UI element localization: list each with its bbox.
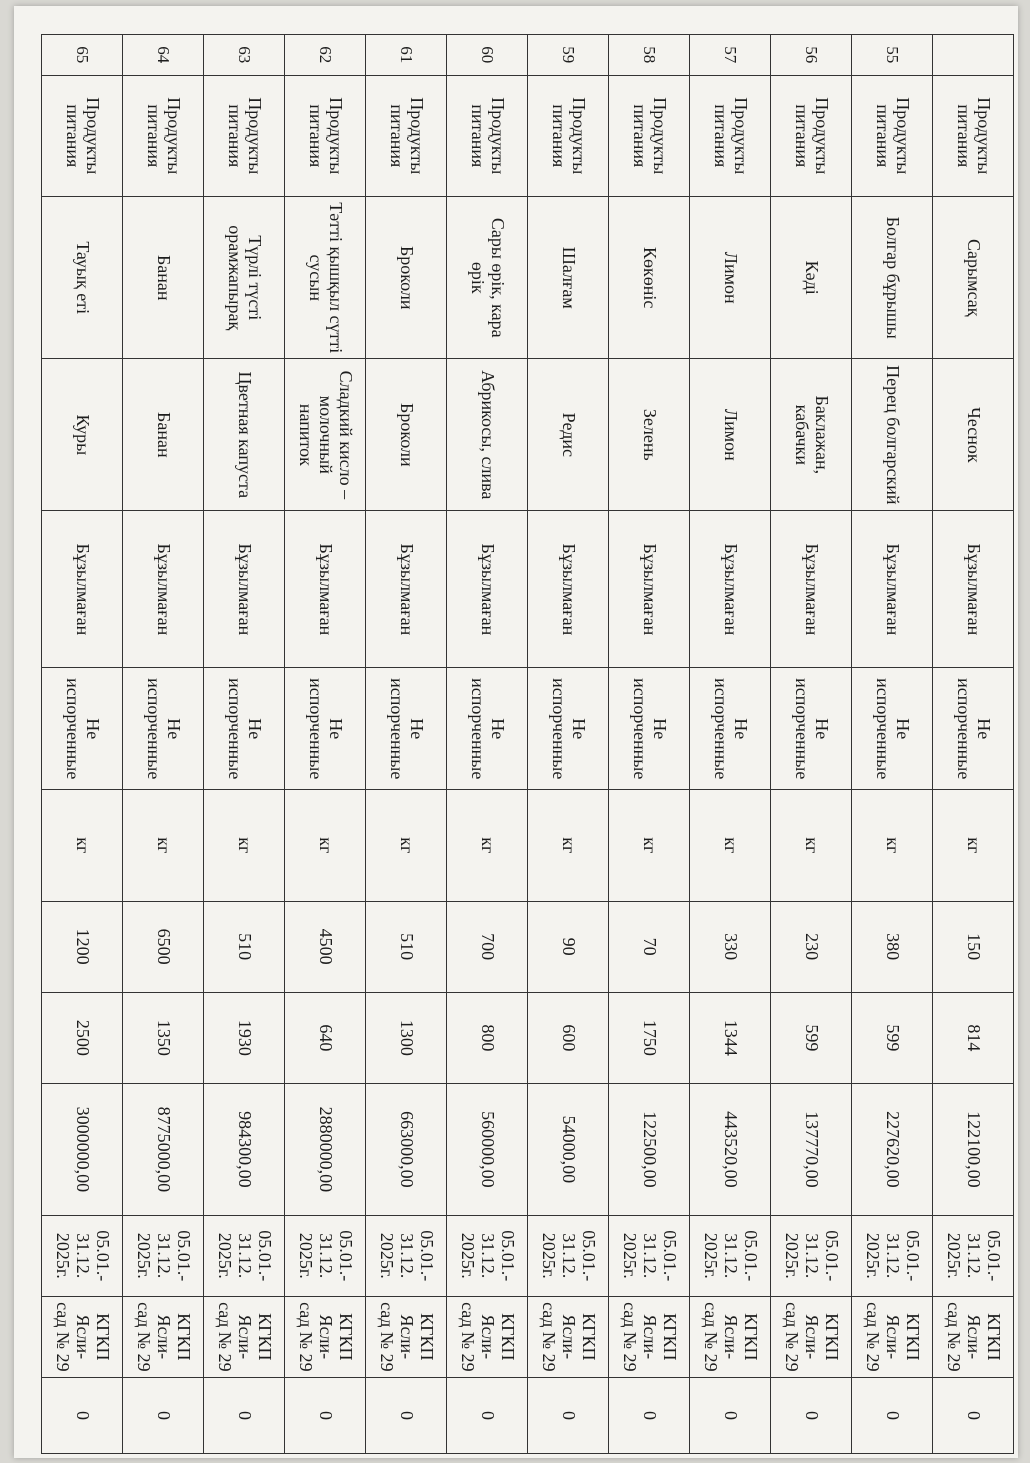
price-cell: 1930 [204, 992, 285, 1083]
unit-cell: кг [123, 790, 204, 901]
sum-cell: 2880000,00 [285, 1083, 366, 1215]
row-number: 57 [690, 35, 771, 76]
category-cell: Продукты питания [123, 75, 204, 197]
place-cell: КГКП Ясли- сад № 29 [528, 1296, 609, 1377]
name-kazakh-cell: Болгар бұрышы [852, 197, 933, 359]
table-row [285, 35, 366, 1454]
table-row [852, 35, 933, 1454]
sum-cell: 8775000,00 [123, 1083, 204, 1215]
price-cell: 1750 [609, 992, 690, 1083]
quantity-cell: 510 [366, 901, 447, 992]
price-cell: 640 [285, 992, 366, 1083]
period-cell: 05.01.- 31.12. 2025г. [447, 1215, 528, 1296]
extra-cell: 0 [42, 1377, 123, 1453]
name-kazakh-cell: Броколи [366, 197, 447, 359]
price-cell: 1350 [123, 992, 204, 1083]
category-cell: Продукты питания [285, 75, 366, 197]
quality-kazakh-cell: Бұзылмаған [528, 511, 609, 668]
category-cell: Продукты питания [366, 75, 447, 197]
quality-russian-cell: Не испорченные [204, 668, 285, 790]
price-cell: 2500 [42, 992, 123, 1083]
quality-russian-cell: Не испорченные [447, 668, 528, 790]
period-cell: 05.01.- 31.12. 2025г. [852, 1215, 933, 1296]
name-russian-cell: Сладкий кисло – молочный напиток [285, 359, 366, 511]
quantity-cell: 1200 [42, 901, 123, 992]
place-cell: КГКП Ясли- сад № 29 [690, 1296, 771, 1377]
place-cell: КГКП Ясли- сад № 29 [771, 1296, 852, 1377]
table-row [42, 35, 123, 1454]
name-russian-cell: Редис [528, 359, 609, 511]
price-cell: 600 [528, 992, 609, 1083]
extra-cell: 0 [204, 1377, 285, 1453]
name-kazakh-cell: Түрлі түсті орамжапырақ [204, 197, 285, 359]
sum-cell: 3000000,00 [42, 1083, 123, 1215]
quality-russian-cell: Не испорченные [528, 668, 609, 790]
quality-kazakh-cell: Бұзылмаған [204, 511, 285, 668]
extra-cell: 0 [771, 1377, 852, 1453]
table-row [609, 35, 690, 1454]
quality-russian-cell: Не испорченные [123, 668, 204, 790]
name-russian-cell: Куры [42, 359, 123, 511]
place-cell: КГКП Ясли- сад № 29 [366, 1296, 447, 1377]
row-number: 60 [447, 35, 528, 76]
table-row [933, 35, 1014, 1454]
period-cell: 05.01.- 31.12. 2025г. [204, 1215, 285, 1296]
unit-cell: кг [366, 790, 447, 901]
name-kazakh-cell: Банан [123, 197, 204, 359]
sum-cell: 122100,00 [933, 1083, 1014, 1215]
table-row [204, 35, 285, 1454]
sum-cell: 122500,00 [609, 1083, 690, 1215]
unit-cell: кг [204, 790, 285, 901]
table-row [528, 35, 609, 1454]
price-cell: 814 [933, 992, 1014, 1083]
row-number: 64 [123, 35, 204, 76]
quantity-cell: 70 [609, 901, 690, 992]
unit-cell: кг [690, 790, 771, 901]
quality-kazakh-cell: Бұзылмаған [852, 511, 933, 668]
name-kazakh-cell: Шалғам [528, 197, 609, 359]
place-cell: КГКП Ясли- сад № 29 [123, 1296, 204, 1377]
category-cell: Продукты питания [447, 75, 528, 197]
table-body [42, 35, 1014, 1454]
category-cell: Продукты питания [528, 75, 609, 197]
category-cell: Продукты питания [852, 75, 933, 197]
quantity-cell: 90 [528, 901, 609, 992]
quality-russian-cell: Не испорченные [852, 668, 933, 790]
sum-cell: 137770,00 [771, 1083, 852, 1215]
unit-cell: кг [933, 790, 1014, 901]
quality-kazakh-cell: Бұзылмаған [933, 511, 1014, 668]
quality-kazakh-cell: Бұзылмаған [123, 511, 204, 668]
name-kazakh-cell: Сарымсақ [933, 197, 1014, 359]
extra-cell: 0 [366, 1377, 447, 1453]
price-cell: 599 [852, 992, 933, 1083]
table-row [690, 35, 771, 1454]
price-cell: 1300 [366, 992, 447, 1083]
quality-russian-cell: Не испорченные [933, 668, 1014, 790]
table-row [366, 35, 447, 1454]
procurement-table [41, 34, 1014, 1454]
name-kazakh-cell: Сары өрік, кара өрік [447, 197, 528, 359]
period-cell: 05.01.- 31.12. 2025г. [528, 1215, 609, 1296]
quality-kazakh-cell: Бұзылмаған [690, 511, 771, 668]
category-cell: Продукты питания [690, 75, 771, 197]
place-cell: КГКП Ясли- сад № 29 [852, 1296, 933, 1377]
quantity-cell: 700 [447, 901, 528, 992]
unit-cell: кг [42, 790, 123, 901]
category-cell: Продукты питания [933, 75, 1014, 197]
document-page [14, 6, 1018, 1458]
name-kazakh-cell: Кәді [771, 197, 852, 359]
quality-kazakh-cell: Бұзылмаған [609, 511, 690, 668]
period-cell: 05.01.- 31.12. 2025г. [366, 1215, 447, 1296]
quality-russian-cell: Не испорченные [771, 668, 852, 790]
quality-kazakh-cell: Бұзылмаған [447, 511, 528, 668]
extra-cell: 0 [609, 1377, 690, 1453]
quality-russian-cell: Не испорченные [609, 668, 690, 790]
unit-cell: кг [528, 790, 609, 901]
row-number: 56 [771, 35, 852, 76]
quality-russian-cell: Не испорченные [285, 668, 366, 790]
name-russian-cell: Банан [123, 359, 204, 511]
row-number: 58 [609, 35, 690, 76]
place-cell: КГКП Ясли- сад № 29 [933, 1296, 1014, 1377]
period-cell: 05.01.- 31.12. 2025г. [609, 1215, 690, 1296]
place-cell: КГКП Ясли- сад № 29 [42, 1296, 123, 1377]
price-cell: 1344 [690, 992, 771, 1083]
name-kazakh-cell: Тәтті қышқыл сүтті сусын [285, 197, 366, 359]
name-russian-cell: Броколи [366, 359, 447, 511]
name-kazakh-cell: Көкөніс [609, 197, 690, 359]
extra-cell: 0 [285, 1377, 366, 1453]
place-cell: КГКП Ясли- сад № 29 [447, 1296, 528, 1377]
period-cell: 05.01.- 31.12. 2025г. [771, 1215, 852, 1296]
row-number: 65 [42, 35, 123, 76]
name-russian-cell: Зелень [609, 359, 690, 511]
quality-kazakh-cell: Бұзылмаған [366, 511, 447, 668]
name-russian-cell: Чеснок [933, 359, 1014, 511]
name-russian-cell: Перец болгарский [852, 359, 933, 511]
name-kazakh-cell: Тауық еті [42, 197, 123, 359]
quality-kazakh-cell: Бұзылмаған [285, 511, 366, 668]
row-number: 63 [204, 35, 285, 76]
rotated-table-container [53, 34, 1014, 1454]
extra-cell: 0 [690, 1377, 771, 1453]
extra-cell: 0 [852, 1377, 933, 1453]
unit-cell: кг [771, 790, 852, 901]
extra-cell: 0 [933, 1377, 1014, 1453]
sum-cell: 560000,00 [447, 1083, 528, 1215]
quantity-cell: 6500 [123, 901, 204, 992]
place-cell: КГКП Ясли- сад № 29 [204, 1296, 285, 1377]
quantity-cell: 4500 [285, 901, 366, 992]
quantity-cell: 510 [204, 901, 285, 992]
name-russian-cell: Абрикосы, слива [447, 359, 528, 511]
quality-russian-cell: Не испорченные [366, 668, 447, 790]
quality-russian-cell: Не испорченные [42, 668, 123, 790]
quality-kazakh-cell: Бұзылмаған [771, 511, 852, 668]
row-number [933, 35, 1014, 76]
sum-cell: 443520,00 [690, 1083, 771, 1215]
extra-cell: 0 [447, 1377, 528, 1453]
extra-cell: 0 [123, 1377, 204, 1453]
category-cell: Продукты питания [609, 75, 690, 197]
extra-cell: 0 [528, 1377, 609, 1453]
quality-russian-cell: Не испорченные [690, 668, 771, 790]
quantity-cell: 330 [690, 901, 771, 992]
quantity-cell: 380 [852, 901, 933, 992]
place-cell: КГКП Ясли- сад № 29 [609, 1296, 690, 1377]
sum-cell: 984300,00 [204, 1083, 285, 1215]
sum-cell: 663000,00 [366, 1083, 447, 1215]
period-cell: 05.01.- 31.12. 2025г. [933, 1215, 1014, 1296]
category-cell: Продукты питания [771, 75, 852, 197]
period-cell: 05.01.- 31.12. 2025г. [285, 1215, 366, 1296]
table-row [447, 35, 528, 1454]
table-row [771, 35, 852, 1454]
place-cell: КГКП Ясли- сад № 29 [285, 1296, 366, 1377]
category-cell: Продукты питания [204, 75, 285, 197]
quality-kazakh-cell: Бұзылмаған [42, 511, 123, 668]
price-cell: 599 [771, 992, 852, 1083]
unit-cell: кг [447, 790, 528, 901]
row-number: 62 [285, 35, 366, 76]
quantity-cell: 230 [771, 901, 852, 992]
row-number: 55 [852, 35, 933, 76]
table-row [123, 35, 204, 1454]
unit-cell: кг [852, 790, 933, 901]
name-russian-cell: Цветная капуста [204, 359, 285, 511]
row-number: 59 [528, 35, 609, 76]
category-cell: Продукты питания [42, 75, 123, 197]
sum-cell: 54000,00 [528, 1083, 609, 1215]
name-russian-cell: Баклажан, кабачки [771, 359, 852, 511]
period-cell: 05.01.- 31.12. 2025г. [123, 1215, 204, 1296]
quantity-cell: 150 [933, 901, 1014, 992]
unit-cell: кг [285, 790, 366, 901]
name-russian-cell: Лимон [690, 359, 771, 511]
price-cell: 800 [447, 992, 528, 1083]
period-cell: 05.01.- 31.12. 2025г. [42, 1215, 123, 1296]
name-kazakh-cell: Лимон [690, 197, 771, 359]
period-cell: 05.01.- 31.12. 2025г. [690, 1215, 771, 1296]
unit-cell: кг [609, 790, 690, 901]
sum-cell: 227620,00 [852, 1083, 933, 1215]
row-number: 61 [366, 35, 447, 76]
